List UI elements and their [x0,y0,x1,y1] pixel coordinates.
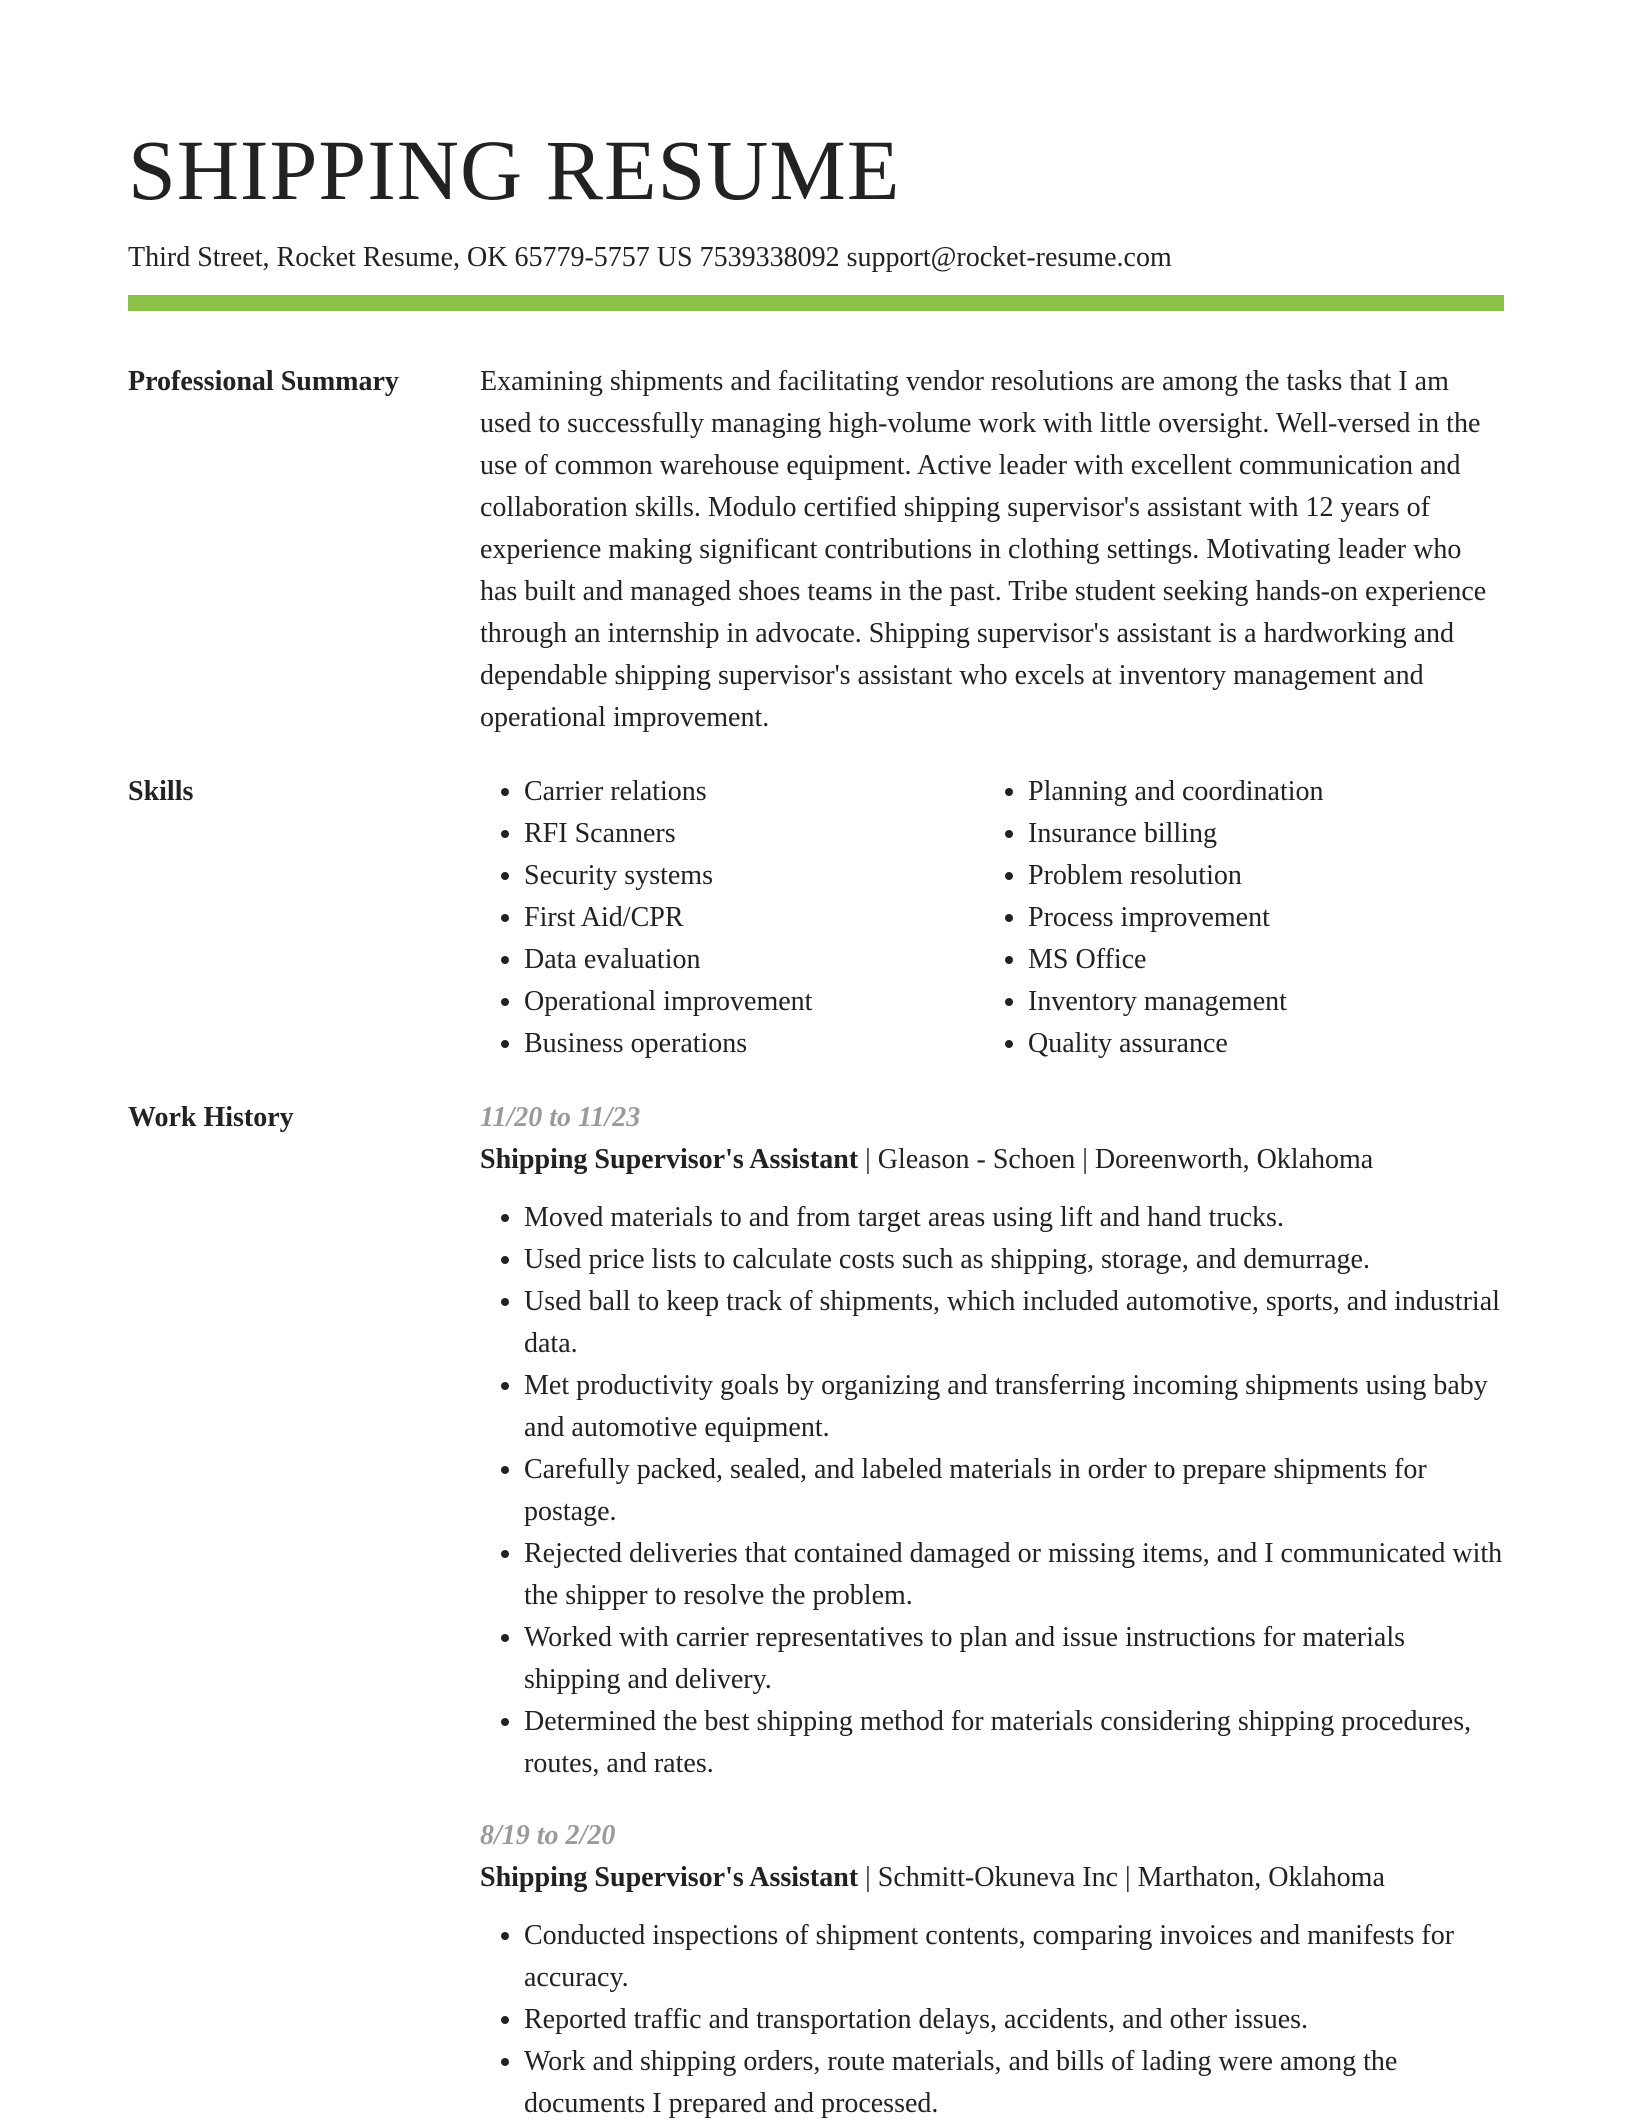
skill-item: • Problem resolution [1028,855,1488,897]
job-dates: 8/19 to 2/20 [480,1820,616,1851]
work-history-section [128,1097,1504,2125]
job-duty-item: • Met productivity goals by organizing and transferring incoming shipments using baby and automotive equipment. [524,1365,1504,1449]
skill-item: • First Aid/CPR [524,897,984,939]
skill-item: • Planning and coordination [1028,771,1488,813]
skill-item: • Carrier relations [524,771,984,813]
skill-item: • Operational improvement [524,981,984,1023]
skill-item: • Quality assurance [1028,1023,1488,1065]
skills-list-left [480,771,984,1065]
job-entry [480,1815,1504,2125]
job-duty-item: • Rejected deliveries that contained damaged or missing items, and I communicated with the shipper to resolve the problem. [524,1533,1504,1617]
work-history-heading: Work History [128,1102,294,1133]
skill-item: • Data evaluation [524,939,984,981]
job-duty-item: • Determined the best shipping method for materials considering shipping procedures, routes, and rates. [524,1701,1504,1785]
skill-item: • RFI Scanners [524,813,984,855]
skills-columns [480,771,1504,1065]
job-duty-item: • Used price lists to calculate costs such as shipping, storage, and demurrage. [524,1239,1504,1281]
job-duty-item: • Reported traffic and transportation delays, accidents, and other issues. [524,1999,1504,2041]
job-employer-location: | Gleason - Schoen | Doreenworth, Oklahoma [858,1144,1374,1175]
job-duty-item: • Carefully packed, sealed, and labeled materials in order to prepare shipments for postage. [524,1449,1504,1533]
job-duties-list [480,1915,1504,2125]
job-duty-item: • Conducted inspections of shipment contents, comparing invoices and manifests for accuracy. [524,1915,1504,1999]
job-heading [480,1857,1504,1899]
resume-title: SHIPPING RESUME [128,122,901,218]
summary-section [128,361,1504,739]
skills-heading: Skills [128,776,194,807]
job-duty-item: • Moved materials to and from target areas using lift and hand trucks. [524,1197,1504,1239]
contact-line: Third Street, Rocket Resume, OK 65779-5757 US 7539338092 support@rocket-resume.com [128,242,1172,273]
skill-item: • MS Office [1028,939,1488,981]
skill-item: • Process improvement [1028,897,1488,939]
skills-list-right [984,771,1488,1065]
accent-divider [128,295,1504,311]
job-duty-item: • Work and shipping orders, route materials, and bills of lading were among the documents I prepared and processed. [524,2041,1504,2125]
resume-page [128,0,1504,2125]
skills-section [128,771,1504,1065]
skill-item: • Security systems [524,855,984,897]
skill-item: • Insurance billing [1028,813,1488,855]
skill-item: • Business operations [524,1023,984,1065]
job-heading [480,1139,1504,1181]
summary-heading: Professional Summary [128,366,399,397]
job-duty-item: • Used ball to keep track of shipments, which included automotive, sports, and industrial data. [524,1281,1504,1365]
job-title: Shipping Supervisor's Assistant [480,1144,859,1175]
job-entry [480,1097,1504,1785]
job-duty-item: • Worked with carrier representatives to plan and issue instructions for materials shipping and delivery. [524,1617,1504,1701]
job-duties-list [480,1197,1504,1785]
summary-text: Examining shipments and facilitating vendor resolutions are among the tasks that I am used to successfully managing high-volume work with little oversight. Well-versed in the use of common warehouse equipment. Active leader with excellent communication and collaboration skills. Modulo certified shipping supervisor's assistant with 12 years of experience making significant contributions in clothing settings. Motivating leader who has built and managed shoes teams in the past. Tribe student seeking hands-on experience through an internship in advocate. Shipping supervisor's assistant is a hardworking and dependable shipping supervisor's assistant who excels at inventory management and operational improvement. [480,366,1487,733]
skill-item: • Inventory management [1028,981,1488,1023]
job-employer-location: | Schmitt-Okuneva Inc | Marthaton, Oklahoma [858,1862,1385,1893]
job-dates: 11/20 to 11/23 [480,1102,641,1133]
job-title: Shipping Supervisor's Assistant [480,1862,859,1893]
